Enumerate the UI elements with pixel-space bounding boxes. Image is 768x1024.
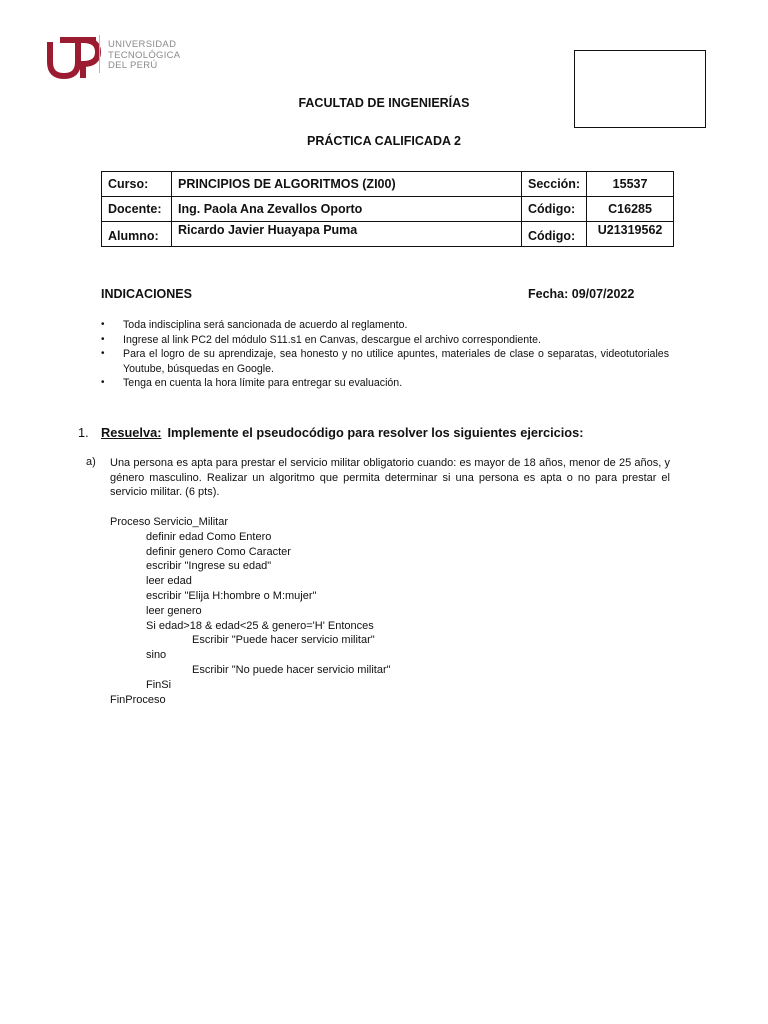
question-number: 1.	[78, 425, 89, 440]
code-line: leer edad	[146, 575, 192, 588]
table-row	[102, 197, 674, 222]
list-item: • Tenga en cuenta la hora límite para entregar su evaluación.	[101, 376, 669, 391]
code-line: FinProceso	[110, 693, 166, 706]
question-lead: Resuelva:	[101, 425, 162, 440]
student-value: Ricardo Javier Huayapa Puma	[172, 222, 522, 247]
university-name-line1: UNIVERSIDAD	[108, 39, 177, 50]
exam-date: Fecha: 09/07/2022	[528, 287, 635, 301]
table-row	[102, 172, 674, 197]
part-statement: Una persona es apta para prestar el servicio militar obligatorio cuando: es mayor de 18 años, menor de 25 años, y género masculino. Realizar un algoritmo que permita determinar si una persona es apta o no para prestar el servicio militar. (6 pts).	[110, 457, 670, 499]
practice-title: PRÁCTICA CALIFICADA 2	[307, 134, 461, 148]
section-value: 15537	[587, 172, 674, 197]
course-value: PRINCIPIOS DE ALGORITMOS (ZI00)	[172, 172, 522, 197]
university-name	[108, 40, 180, 72]
student-info-table	[101, 171, 674, 247]
course-label: Curso:	[102, 172, 172, 197]
student-code-label: Código:	[522, 222, 587, 247]
teacher-label: Docente:	[102, 197, 172, 222]
indications-title: INDICACIONES	[101, 287, 192, 301]
list-item: • Para el logro de su aprendizaje, sea honesto y no utilice apuntes, materiales de clase o separatas, videotutoriales Youtube, búsquedas en Google.	[101, 347, 669, 376]
teacher-code-value: C16285	[587, 197, 674, 222]
faculty-title: FACULTAD DE INGENIERÍAS	[298, 96, 470, 110]
teacher-code-label: Código:	[522, 197, 587, 222]
code-line: leer genero	[146, 604, 202, 617]
code-line: Si edad>18 & edad<25 & genero='H' Entonces	[146, 619, 374, 632]
code-line: FinSi	[146, 678, 172, 691]
logo-divider	[99, 35, 100, 73]
university-name-line3: DEL PERÚ	[108, 60, 158, 71]
code-line: Escribir "No puede hacer servicio militar"	[192, 663, 391, 676]
list-item: • Toda indisciplina será sancionada de acuerdo al reglamento.	[101, 318, 669, 333]
section-label: Sección:	[522, 172, 587, 197]
university-name-line2: TECNOLÓGICA	[108, 49, 181, 61]
student-label: Alumno:	[102, 222, 172, 247]
code-line: sino	[146, 649, 167, 662]
code-line: definir genero Como Caracter	[146, 545, 291, 558]
grade-box	[574, 50, 706, 128]
code-line: Proceso Servicio_Militar	[110, 516, 228, 528]
code-line: escribir "Ingrese su edad"	[146, 560, 272, 573]
teacher-value: Ing. Paola Ana Zevallos Oporto	[172, 197, 522, 222]
table-row	[102, 222, 674, 247]
part-letter: a)	[86, 456, 96, 468]
code-line: escribir "Elija H:hombre o M:mujer"	[146, 589, 317, 602]
question-text: Implemente el pseudocódigo para resolver los siguientes ejercicios:	[167, 425, 584, 440]
pseudocode-block	[110, 515, 391, 707]
code-line: definir edad Como Entero	[146, 530, 272, 543]
student-code-value: U21319562	[587, 222, 674, 247]
question-heading	[101, 425, 584, 440]
indications-list	[101, 318, 669, 391]
list-item: • Ingrese al link PC2 del módulo S11.s1 en Canvas, descargue el archivo correspondiente.	[101, 333, 669, 348]
code-line: Escribir "Puede hacer servicio militar"	[192, 634, 375, 647]
